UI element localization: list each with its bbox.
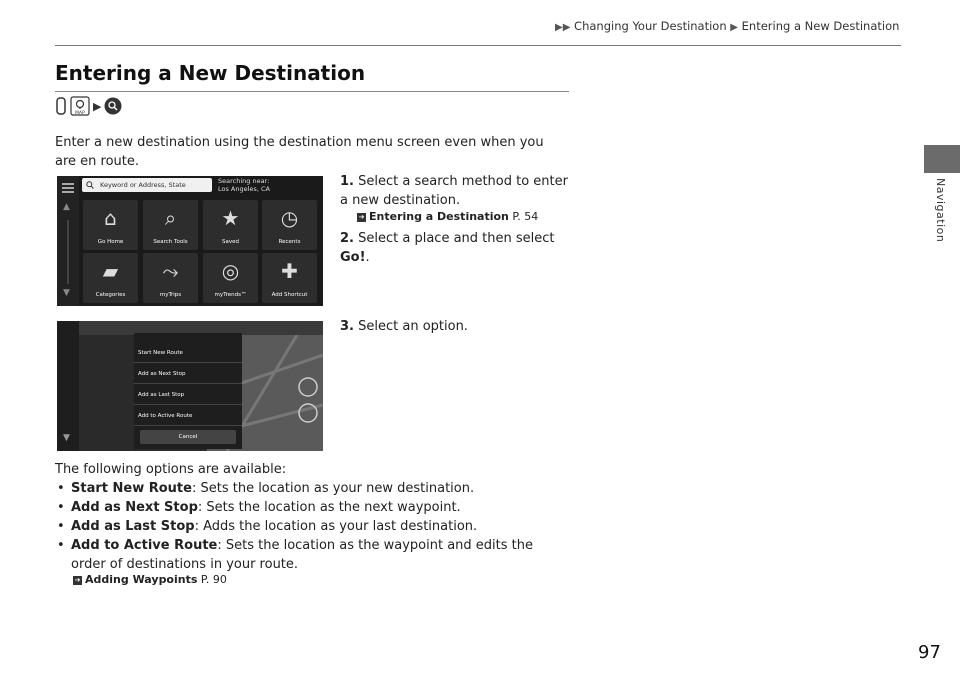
tile-label: myTrips [159,292,182,298]
plus-icon: ✚ [281,259,298,283]
option-name: Add to Active Route [71,538,218,553]
breadcrumb-arrow-icon: ▶▶ [555,22,571,33]
step-3 [340,317,468,336]
reference-page: P. 54 [512,210,539,223]
trends-icon: ◎ [221,259,240,283]
trips-icon: ⤳ [162,259,179,283]
page-number: 97 [918,642,941,663]
path-arrow-icon: ▶ [93,99,102,113]
reference-page: P. 90 [200,573,227,586]
cancel-button[interactable]: Cancel [140,430,236,444]
scroll-down-icon[interactable]: ▼ [63,433,70,443]
reference-label: Entering a Destination [369,210,509,223]
search-icon [104,97,122,115]
scroll-down-icon[interactable]: ▼ [63,288,70,298]
option-desc: : Sets the location as your new destination. [191,481,475,496]
step-text-end: . [365,250,370,265]
home-icon [55,97,67,115]
side-tab-marker [924,145,960,173]
screen-sidebar [57,321,79,451]
scroll-up-icon[interactable]: ▲ [63,202,70,212]
option-desc: : Adds the location as your last destination. [194,519,478,534]
tile-label: Search Tools [153,239,188,245]
reference-icon: ➔ [358,213,365,221]
step-1-reference[interactable] [357,210,538,223]
destination-menu-screen [57,176,323,306]
tile-go-home[interactable] [83,200,138,250]
step-number: 1. [340,174,354,189]
reference-label: Adding Waypoints [85,573,198,586]
reference-icon: ➔ [74,576,81,584]
menu-add-next-stop[interactable]: Add as Next Stop [134,364,242,384]
search-field-icon [86,181,94,189]
map-button-icon [70,96,90,116]
searching-near-label: Searching near: [218,177,270,185]
options-intro: The following options are available: [55,462,287,477]
tile-mytrips[interactable] [143,253,198,303]
breadcrumb-arrow-icon: ▶ [730,22,738,33]
tile-recents[interactable] [262,200,317,250]
bullet-icon: • [57,538,65,553]
tile-label: Go Home [97,239,124,245]
option-desc: : Sets the location as the next waypoint. [197,500,461,515]
bullet-icon: • [57,481,65,496]
step-2 [340,229,580,267]
option-name: Add as Next Stop [71,500,198,515]
house-icon: ⌂ [104,206,117,230]
route-options-screen [57,321,323,451]
step-1 [340,172,570,210]
breadcrumb-part1[interactable]: Changing Your Destination [574,19,727,33]
step-number: 3. [340,319,354,334]
menu-add-last-stop[interactable]: Add as Last Stop [134,385,242,405]
tile-label: Saved [222,239,239,245]
tile-label: Add Shortcut [271,292,308,298]
side-tab-label: Navigation [934,178,947,243]
step-bold-text: Go! [340,250,366,265]
intro-paragraph: Enter a new destination using the destination menu screen even when you are en route. [55,135,544,169]
step-number: 2. [340,231,354,246]
options-reference[interactable] [73,573,227,586]
option-desc: : Sets the location as the waypoint and edits the order of destinations in your route. [71,538,534,572]
route-options-menu [134,333,242,449]
tile-categories[interactable] [83,253,138,303]
bullet-icon: • [57,519,65,534]
map-button-label: MAP [75,111,85,116]
search-input[interactable] [82,178,212,192]
tile-search-tools[interactable] [143,200,198,250]
step-text: Select an option. [358,319,468,334]
categories-icon: ▰ [102,259,119,283]
tile-label: myTrends™ [214,292,247,298]
breadcrumb-part2: Entering a New Destination [741,19,900,33]
option-name: Start New Route [71,481,192,496]
tile-label: Recents [278,239,301,245]
breadcrumb [555,19,899,33]
tile-saved[interactable] [203,200,258,250]
step-text: Select a search method to enter a new destination. [340,174,568,208]
button-path [55,96,122,116]
tile-mytrends[interactable] [203,253,258,303]
searching-near-value: Los Angeles, CA [218,185,270,193]
menu-icon[interactable] [62,181,74,195]
header-divider [55,45,901,46]
page-title: Entering a New Destination [55,61,366,85]
screen-sidebar [57,176,79,306]
tile-label: Categories [95,292,126,298]
star-icon: ★ [221,206,240,230]
tile-add-shortcut[interactable] [262,253,317,303]
search-placeholder: Keyword or Address, State [100,181,186,189]
search-tools-icon: ⌕ [164,206,177,230]
title-divider [55,91,569,92]
option-add-active-route [57,536,567,574]
menu-start-new-route[interactable]: Start New Route [134,343,242,363]
clock-icon: ◷ [280,206,299,230]
bullet-icon: • [57,500,65,515]
step-text: Select a place and then select [358,231,555,246]
scrollbar-track [67,220,69,284]
option-name: Add as Last Stop [71,519,195,534]
searching-near [218,177,270,193]
menu-add-active-route[interactable]: Add to Active Route [134,406,242,426]
